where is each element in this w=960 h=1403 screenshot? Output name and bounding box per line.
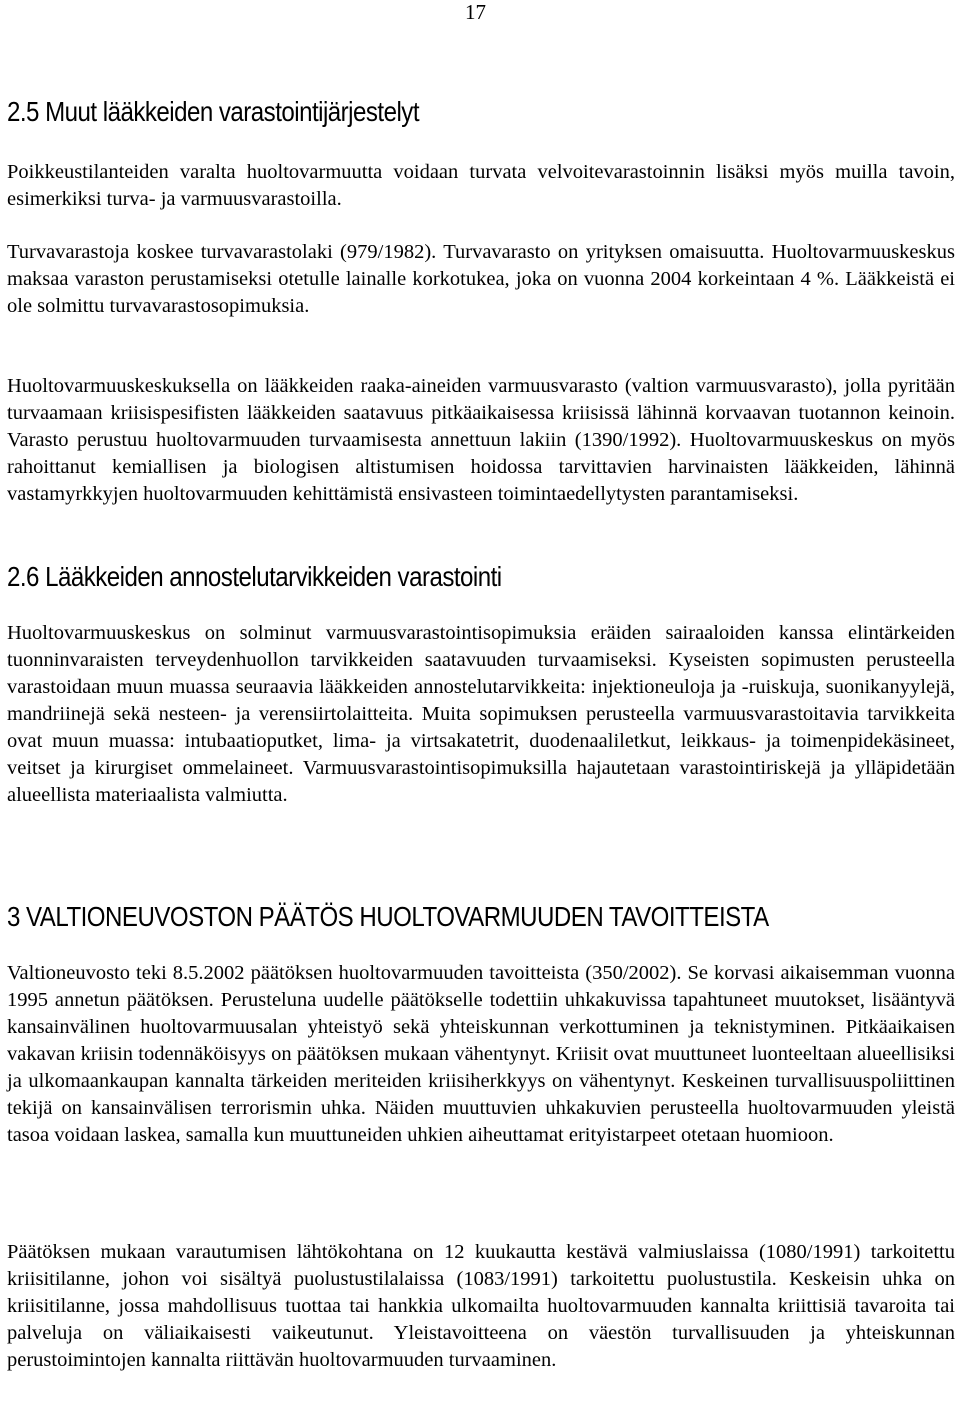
paragraph: Poikkeustilanteiden varalta huoltovarmuutta voidaan turvata velvoitevarastoinnin lisäksi myös muilla tavoin, esimerkiksi turva- ja varmuusvarastoilla. [7,161,955,210]
section-heading: 2.6 Lääkkeiden annostelutarvikkeiden varastointi [7,561,502,592]
paragraph: Turvavarastoja koskee turvavarastolaki (979/1982). Turvavarasto on yrityksen omaisuutta. Huoltovarmuuskeskus maksaa varaston perustamiseksi otetulle lainalle korkotukea, joka on vuonna 2004 korkeintaan 4 %. Lääkkeistä ei ole solmittu turvavarastosopimuksia. [7,241,955,317]
page-number: 17 [465,0,486,24]
chapter-heading: 3 VALTIONEUVOSTON PÄÄTÖS HUOLTOVARMUUDEN TAVOITTEISTA [7,901,769,932]
paragraph: Päätöksen mukaan varautumisen lähtökohtana on 12 kuukautta kestävä valmiuslaissa (1080/1991) tarkoitettu kriisitilanne, johon voi sisältyä puolustustilalaissa (1083/1991) tarkoitettu puolustustila. Keskeisin uhka on kriisitilanne, jossa mahdollisuus tuottaa tai hankkia ulkomailta huoltovarmuuden kannalta kriittisiä tavaroita tai palveluja on väliaikaisesti vaikeutunut. Yleistavoitteena on väestön turvallisuuden ja yhteiskunnan perustoimintojen kannalta riittävän huoltovarmuuden turvaaminen. [7,1241,955,1371]
paragraph: Valtioneuvosto teki 8.5.2002 päätöksen huoltovarmuuden tavoitteista (350/2002). Se korvasi aikaisemman vuonna 1995 annetun päätöksen. Perusteluna uudelle päätökselle todettiin uhkakuvissa tapahtuneet muutokset, lisääntyvä kansainvälinen huoltovarmuusalan yhteistyö sekä yhteiskunnan verkottuminen ja teknistyminen. Pitkäaikaisen vakavan kriisin todennäköisyys on päätöksen mukaan vähentynyt. Kriisit ovat muuttuneet luonteeltaan alueellisiksi ja ulkomaankaupan kannalta tärkeiden meriteiden kriisiherkkyys on vähentynyt. Keskeinen turvallisuuspoliittinen tekijä on kansainvälisen terrorismin uhka. Näiden muuttuvien uhkakuvien perusteella huoltovarmuuden yleistä tasoa voidaan laskea, samalla kun muuttuneiden uhkien aiheuttamat erityistarpeet otetaan huomioon. [7,962,955,1146]
section-heading: 2.5 Muut lääkkeiden varastointijärjestelyt [7,96,419,127]
paragraph: Huoltovarmuuskeskuksella on lääkkeiden raaka-aineiden varmuusvarasto (valtion varmuusvarasto), jolla pyritään turvaamaan kriisispesifisten lääkkeiden saatavuus pitkäaikaisessa kriisissä lähinnä korvaavan tuotannon keinoin. Varasto perustuu huoltovarmuuden turvaamisesta annettuun lakiin (1390/1992). Huoltovarmuuskeskus on myös rahoittanut kemiallisen ja biologisen altistumisen hoidossa tarvittavien harvinaisten lääkkeiden, lähinnä vastamyrkkyjen huoltovarmuuden kehittämistä ensivasteen toimintaedellytysten parantamiseksi. [7,375,955,505]
paragraph: Huoltovarmuuskeskus on solminut varmuusvarastointisopimuksia eräiden sairaaloiden kanssa elintärkeiden tuonninvaraisten terveydenhuollon tarvikkeiden saatavuuden turvaamiseksi. Kyseisten sopimusten perusteella varastoidaan muun muassa seuraavia lääkkeiden annostelutarvikkeita: injektioneuloja ja -ruiskuja, suonikanyylejä, mandriinejä sekä nesteen- ja verensiirtolaitteita. Muita sopimuksen perusteella varmuusvarastoitavia tarvikkeita ovat muun muassa: intubaatioputket, lima- ja virtsakatetrit, duodenaaliletkut, leikkaus- ja toimenpidekäsineet, veitset ja kirurgiset ommelaineet. Varmuusvarastointisopimuksilla hajautetaan varastointiriskejä ja ylläpidetään alueellista materiaalista valmiutta. [7,622,955,806]
